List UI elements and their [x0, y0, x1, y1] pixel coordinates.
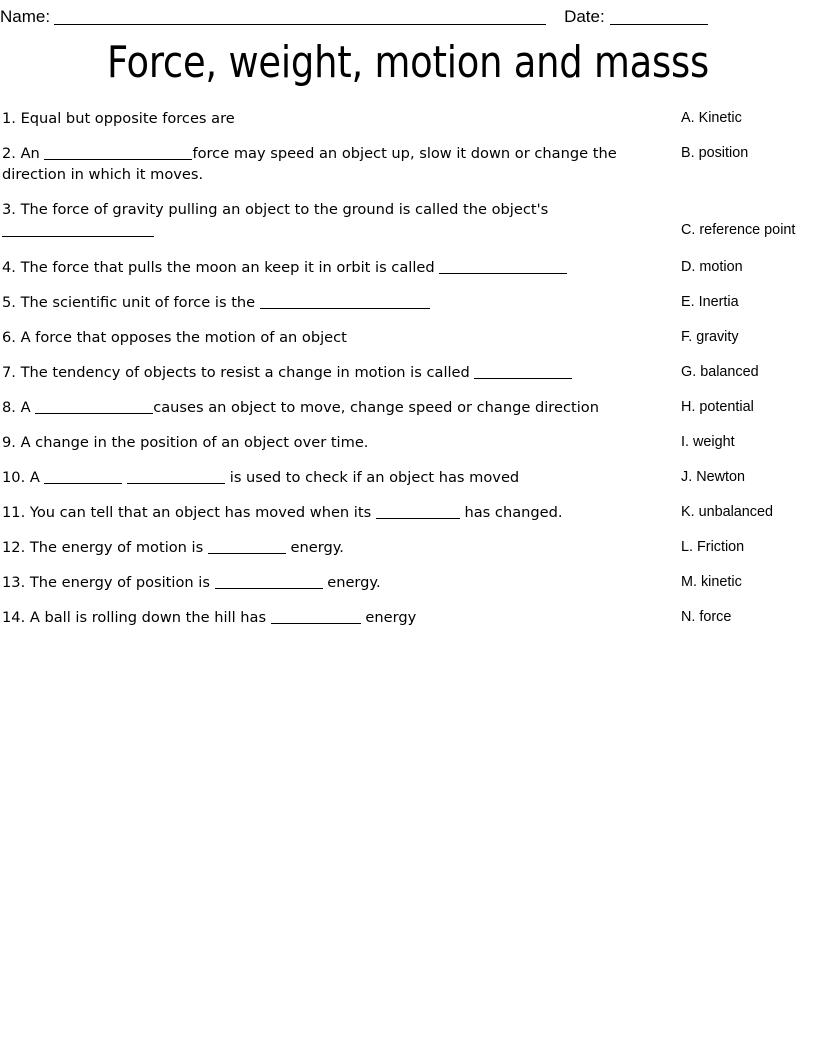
question-row	[0, 199, 816, 257]
question-7	[2, 362, 664, 383]
answer-option-a-label: A. Kinetic	[681, 110, 742, 126]
answer-option-c[interactable]	[681, 220, 816, 241]
question-6-text: 6. A force that opposes the motion of an object	[2, 329, 347, 346]
name-input[interactable]	[54, 24, 546, 25]
question-8-blank-1[interactable]	[35, 402, 153, 414]
question-11-blank-1[interactable]	[376, 507, 460, 519]
name-label: Name:	[0, 7, 51, 26]
answer-option-d-label: D. motion	[681, 259, 743, 275]
answer-option-f[interactable]	[681, 327, 816, 348]
question-12-text-b: energy.	[290, 539, 344, 556]
answer-option-k[interactable]	[681, 502, 816, 523]
question-13-text-a: 13. The energy of position is	[2, 574, 210, 591]
question-row	[0, 432, 816, 467]
question-3-blank-1[interactable]	[2, 225, 154, 237]
answer-option-h[interactable]	[681, 397, 816, 418]
question-5	[2, 292, 664, 313]
answer-option-l[interactable]	[681, 537, 816, 558]
answer-option-b-label: B. position	[681, 145, 749, 161]
answer-option-g[interactable]	[681, 362, 816, 383]
question-4-blank-1[interactable]	[439, 262, 567, 274]
question-row	[0, 397, 816, 432]
question-row	[0, 292, 816, 327]
question-11	[2, 502, 664, 523]
question-6	[2, 327, 664, 348]
question-10-text-b: is used to check if an object has moved	[229, 469, 520, 486]
answer-option-b[interactable]	[681, 143, 816, 164]
question-3-line-2	[2, 220, 664, 241]
question-row	[0, 257, 816, 292]
answer-option-m[interactable]	[681, 572, 816, 593]
answer-option-j[interactable]	[681, 467, 816, 488]
answer-option-h-label: H. potential	[681, 399, 754, 415]
question-3	[2, 199, 664, 241]
answer-option-l-label: L. Friction	[681, 539, 745, 555]
question-13-blank-1[interactable]	[215, 577, 323, 589]
question-5-blank-1[interactable]	[260, 297, 430, 309]
question-4-text-a: 4. The force that pulls the moon an keep it in orbit is called	[2, 259, 435, 276]
question-1	[2, 108, 664, 129]
answer-option-m-label: M. kinetic	[681, 574, 742, 590]
question-10-text-a: 10. A	[2, 469, 40, 486]
answer-option-c-label: C. reference point	[681, 222, 796, 238]
question-11-text-a: 11. You can tell that an object has moved when its	[2, 504, 372, 521]
question-14-blank-1[interactable]	[271, 612, 361, 624]
question-row	[0, 607, 816, 642]
question-row	[0, 362, 816, 397]
worksheet-title: Force, weight, motion and masss	[106, 37, 710, 88]
question-row	[0, 327, 816, 362]
question-8-text-b: causes an object to move, change speed or change direction	[153, 399, 599, 416]
answer-option-i-label: I. weight	[681, 434, 735, 450]
question-12	[2, 537, 664, 558]
question-11-text-b: has changed.	[464, 504, 563, 521]
question-13-text-b: energy.	[327, 574, 381, 591]
question-12-text-a: 12. The energy of motion is	[2, 539, 204, 556]
question-8	[2, 397, 664, 418]
question-2-line-1	[2, 143, 664, 164]
answer-option-n[interactable]	[681, 607, 816, 628]
question-row	[0, 502, 816, 537]
date-input[interactable]	[610, 24, 708, 25]
question-7-text-a: 7. The tendency of objects to resist a change in motion is called	[2, 364, 470, 381]
question-2	[2, 143, 664, 185]
question-9	[2, 432, 664, 453]
question-4	[2, 257, 664, 278]
answer-option-d[interactable]	[681, 257, 816, 278]
answer-option-k-label: K. unbalanced	[681, 504, 774, 520]
question-row	[0, 143, 816, 199]
question-7-blank-1[interactable]	[474, 367, 572, 379]
student-info-header	[0, 0, 816, 28]
question-13	[2, 572, 664, 593]
answer-option-j-label: J. Newton	[681, 469, 745, 485]
question-14-text-b: energy	[365, 609, 417, 626]
question-1-text: 1. Equal but opposite forces are	[2, 110, 235, 127]
date-label: Date:	[564, 7, 605, 26]
question-2-line-2: direction in which it moves.	[2, 166, 204, 183]
answer-option-a[interactable]	[681, 108, 816, 129]
answer-option-i[interactable]	[681, 432, 816, 453]
question-row	[0, 537, 816, 572]
question-10	[2, 467, 664, 488]
question-5-text-a: 5. The scientific unit of force is the	[2, 294, 256, 311]
question-8-text-a: 8. A	[2, 399, 31, 416]
question-9-text: 9. A change in the position of an object over time.	[2, 434, 369, 451]
question-10-blank-1[interactable]	[44, 472, 122, 484]
question-row	[0, 572, 816, 607]
worksheet-body	[0, 108, 816, 642]
answer-option-e-label: E. Inertia	[681, 294, 739, 310]
answer-option-f-label: F. gravity	[681, 329, 739, 345]
question-3-line-1: 3. The force of gravity pulling an object to the ground is called the object's	[2, 201, 549, 218]
answer-option-n-label: N. force	[681, 609, 732, 625]
question-2-blank-1[interactable]	[44, 148, 192, 160]
answer-option-g-label: G. balanced	[681, 364, 759, 380]
question-2-text-a: 2. An	[2, 145, 40, 162]
question-14-text-a: 14. A ball is rolling down the hill has	[2, 609, 267, 626]
question-10-blank-2[interactable]	[127, 472, 225, 484]
question-14	[2, 607, 664, 628]
answer-option-e[interactable]	[681, 292, 816, 313]
question-12-blank-1[interactable]	[208, 542, 286, 554]
question-2-text-b: force may speed an object up, slow it down or change the	[192, 145, 617, 162]
question-row	[0, 467, 816, 502]
question-row	[0, 108, 816, 143]
